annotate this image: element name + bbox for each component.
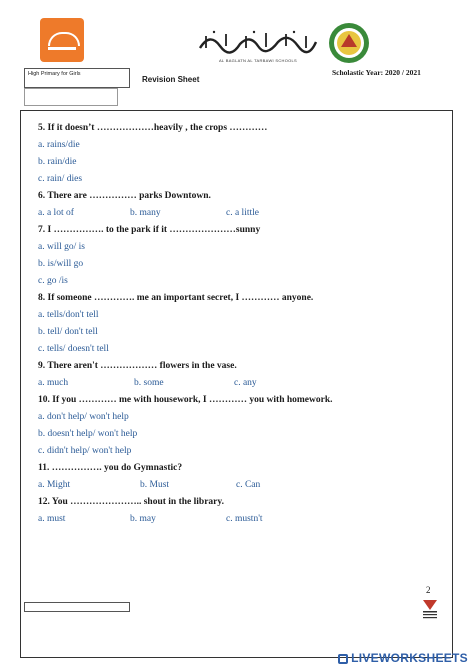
question-12: 12. You ………………….. shout in the library. [38, 497, 224, 507]
school-seal-icon [328, 22, 370, 64]
question-6-option-b[interactable]: b. many [130, 208, 161, 218]
question-7-option-c[interactable]: c. go /is [38, 276, 68, 286]
question-8-option-a[interactable]: a. tells/don't tell [38, 310, 99, 320]
question-11-option-c[interactable]: c. Can [236, 480, 261, 490]
question-5-option-c[interactable]: c. rain/ dies [38, 174, 83, 184]
school-logo-left [40, 18, 84, 62]
question-7-option-a[interactable]: a. will go/ is [38, 242, 85, 252]
calligraphy-subtitle: AL BAGLATN AL TARBAWI SCHOOLS [218, 58, 298, 63]
page-title: Revision Sheet [142, 75, 200, 84]
question-8: 8. If someone …………. me an important secret, I ………… anyone. [38, 293, 314, 303]
question-12-option-a[interactable]: a. must [38, 514, 66, 524]
question-10-option-b[interactable]: b. doesn't help/ won't help [38, 429, 138, 439]
name-field-box [24, 88, 118, 106]
question-8-option-b[interactable]: b. tell/ don't tell [38, 327, 98, 337]
liveworksheets-brand[interactable] [338, 651, 468, 665]
footer-box [24, 602, 130, 612]
question-10-option-c[interactable]: c. didn't help/ won't help [38, 446, 132, 456]
question-5-option-b[interactable]: b. rain/die [38, 157, 77, 167]
question-8-option-c[interactable]: c. tells/ doesn't tell [38, 344, 109, 354]
question-12-option-c[interactable]: c. mustn't [226, 514, 263, 524]
brand-label: LIVEWORKSHEETS [351, 651, 468, 665]
question-12-option-b[interactable]: b. may [130, 514, 156, 524]
page-number: 2 [426, 585, 431, 595]
question-9-option-c[interactable]: c. any [234, 378, 257, 388]
question-6-option-a[interactable]: a. a lot of [38, 208, 74, 218]
question-5: 5. If it doesn’t ………………heavily , the crops ………… [38, 123, 268, 133]
question-10: 10. If you ………… me with housework, I ………… you with homework. [38, 395, 333, 405]
scholastic-year: Scholastic Year: 2020 / 2021 [332, 68, 421, 77]
question-11-option-a[interactable]: a. Might [38, 480, 71, 490]
question-6-option-c[interactable]: c. a little [226, 208, 259, 218]
question-11: 11. ……………. you do Gymnastic? [38, 463, 183, 473]
school-calligraphy-logo [196, 28, 320, 54]
question-5-option-a[interactable]: a. rains/die [38, 140, 80, 150]
question-9-option-b[interactable]: b. some [134, 378, 164, 388]
school-name-box: High Primary for Girls [24, 68, 130, 88]
question-10-option-a[interactable]: a. don't help/ won't help [38, 412, 129, 422]
question-7-option-b[interactable]: b. is/will go [38, 259, 84, 269]
question-11-option-b[interactable]: b. Must [140, 480, 170, 490]
question-9-option-a[interactable]: a. much [38, 378, 69, 388]
question-7: 7. I ……………. to the park if it …………………sunny [38, 225, 261, 235]
question-6: 6. There are …………… parks Downtown. [38, 191, 211, 201]
certification-mark-icon [420, 598, 440, 620]
liveworksheets-logo-icon [338, 654, 348, 664]
question-9: 9. There aren't ……………… flowers in the vase. [38, 361, 237, 371]
